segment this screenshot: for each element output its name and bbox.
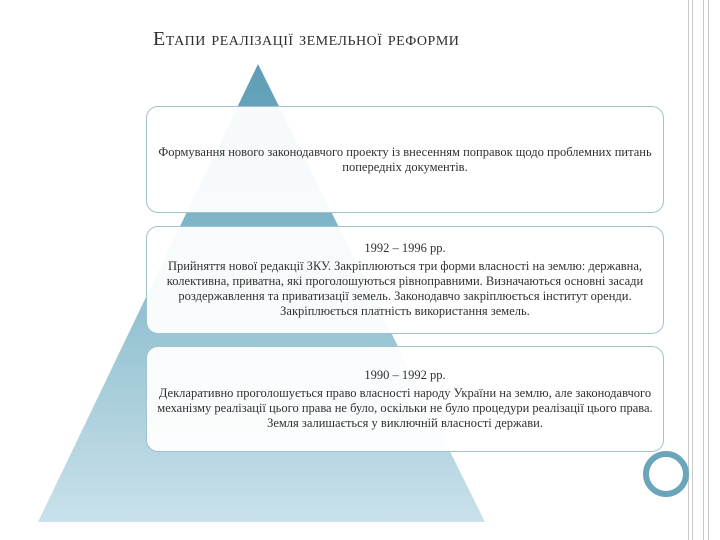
stage-box-1992-1996: [146, 226, 664, 334]
stage-box-1990-1992: [146, 346, 664, 452]
stage-period: 1990 – 1992 рр.: [364, 367, 446, 382]
decorative-circle: [643, 451, 689, 497]
stage-description: Формування нового законодавчого проекту із внесенням поправок щодо проблемних питань попередніх документів.: [158, 144, 652, 174]
stage-description: Декларативно проголошується право власності народу України на землю, але законодавчого механізму реалізації цього права не було, оскільки не було процедури реалізації цього права. Земля залишається у виключній власності держави.: [157, 385, 653, 430]
stage-box-formation: [146, 106, 664, 213]
slide-title: Етапи реалізації земельної реформи: [153, 28, 460, 50]
stage-period: 1992 – 1996 рр.: [364, 241, 446, 255]
stage-description: Прийняття нової редакції ЗКУ. Закріплюються три форми власності на землю: державна, колективна, приватна, які проголошуються рівноправними. Визначаються основні засади роздержавлення та приватизації земель. Законодавчо закріплюється інститут оренди. Закріплюється платність використання земель.: [166, 259, 644, 318]
